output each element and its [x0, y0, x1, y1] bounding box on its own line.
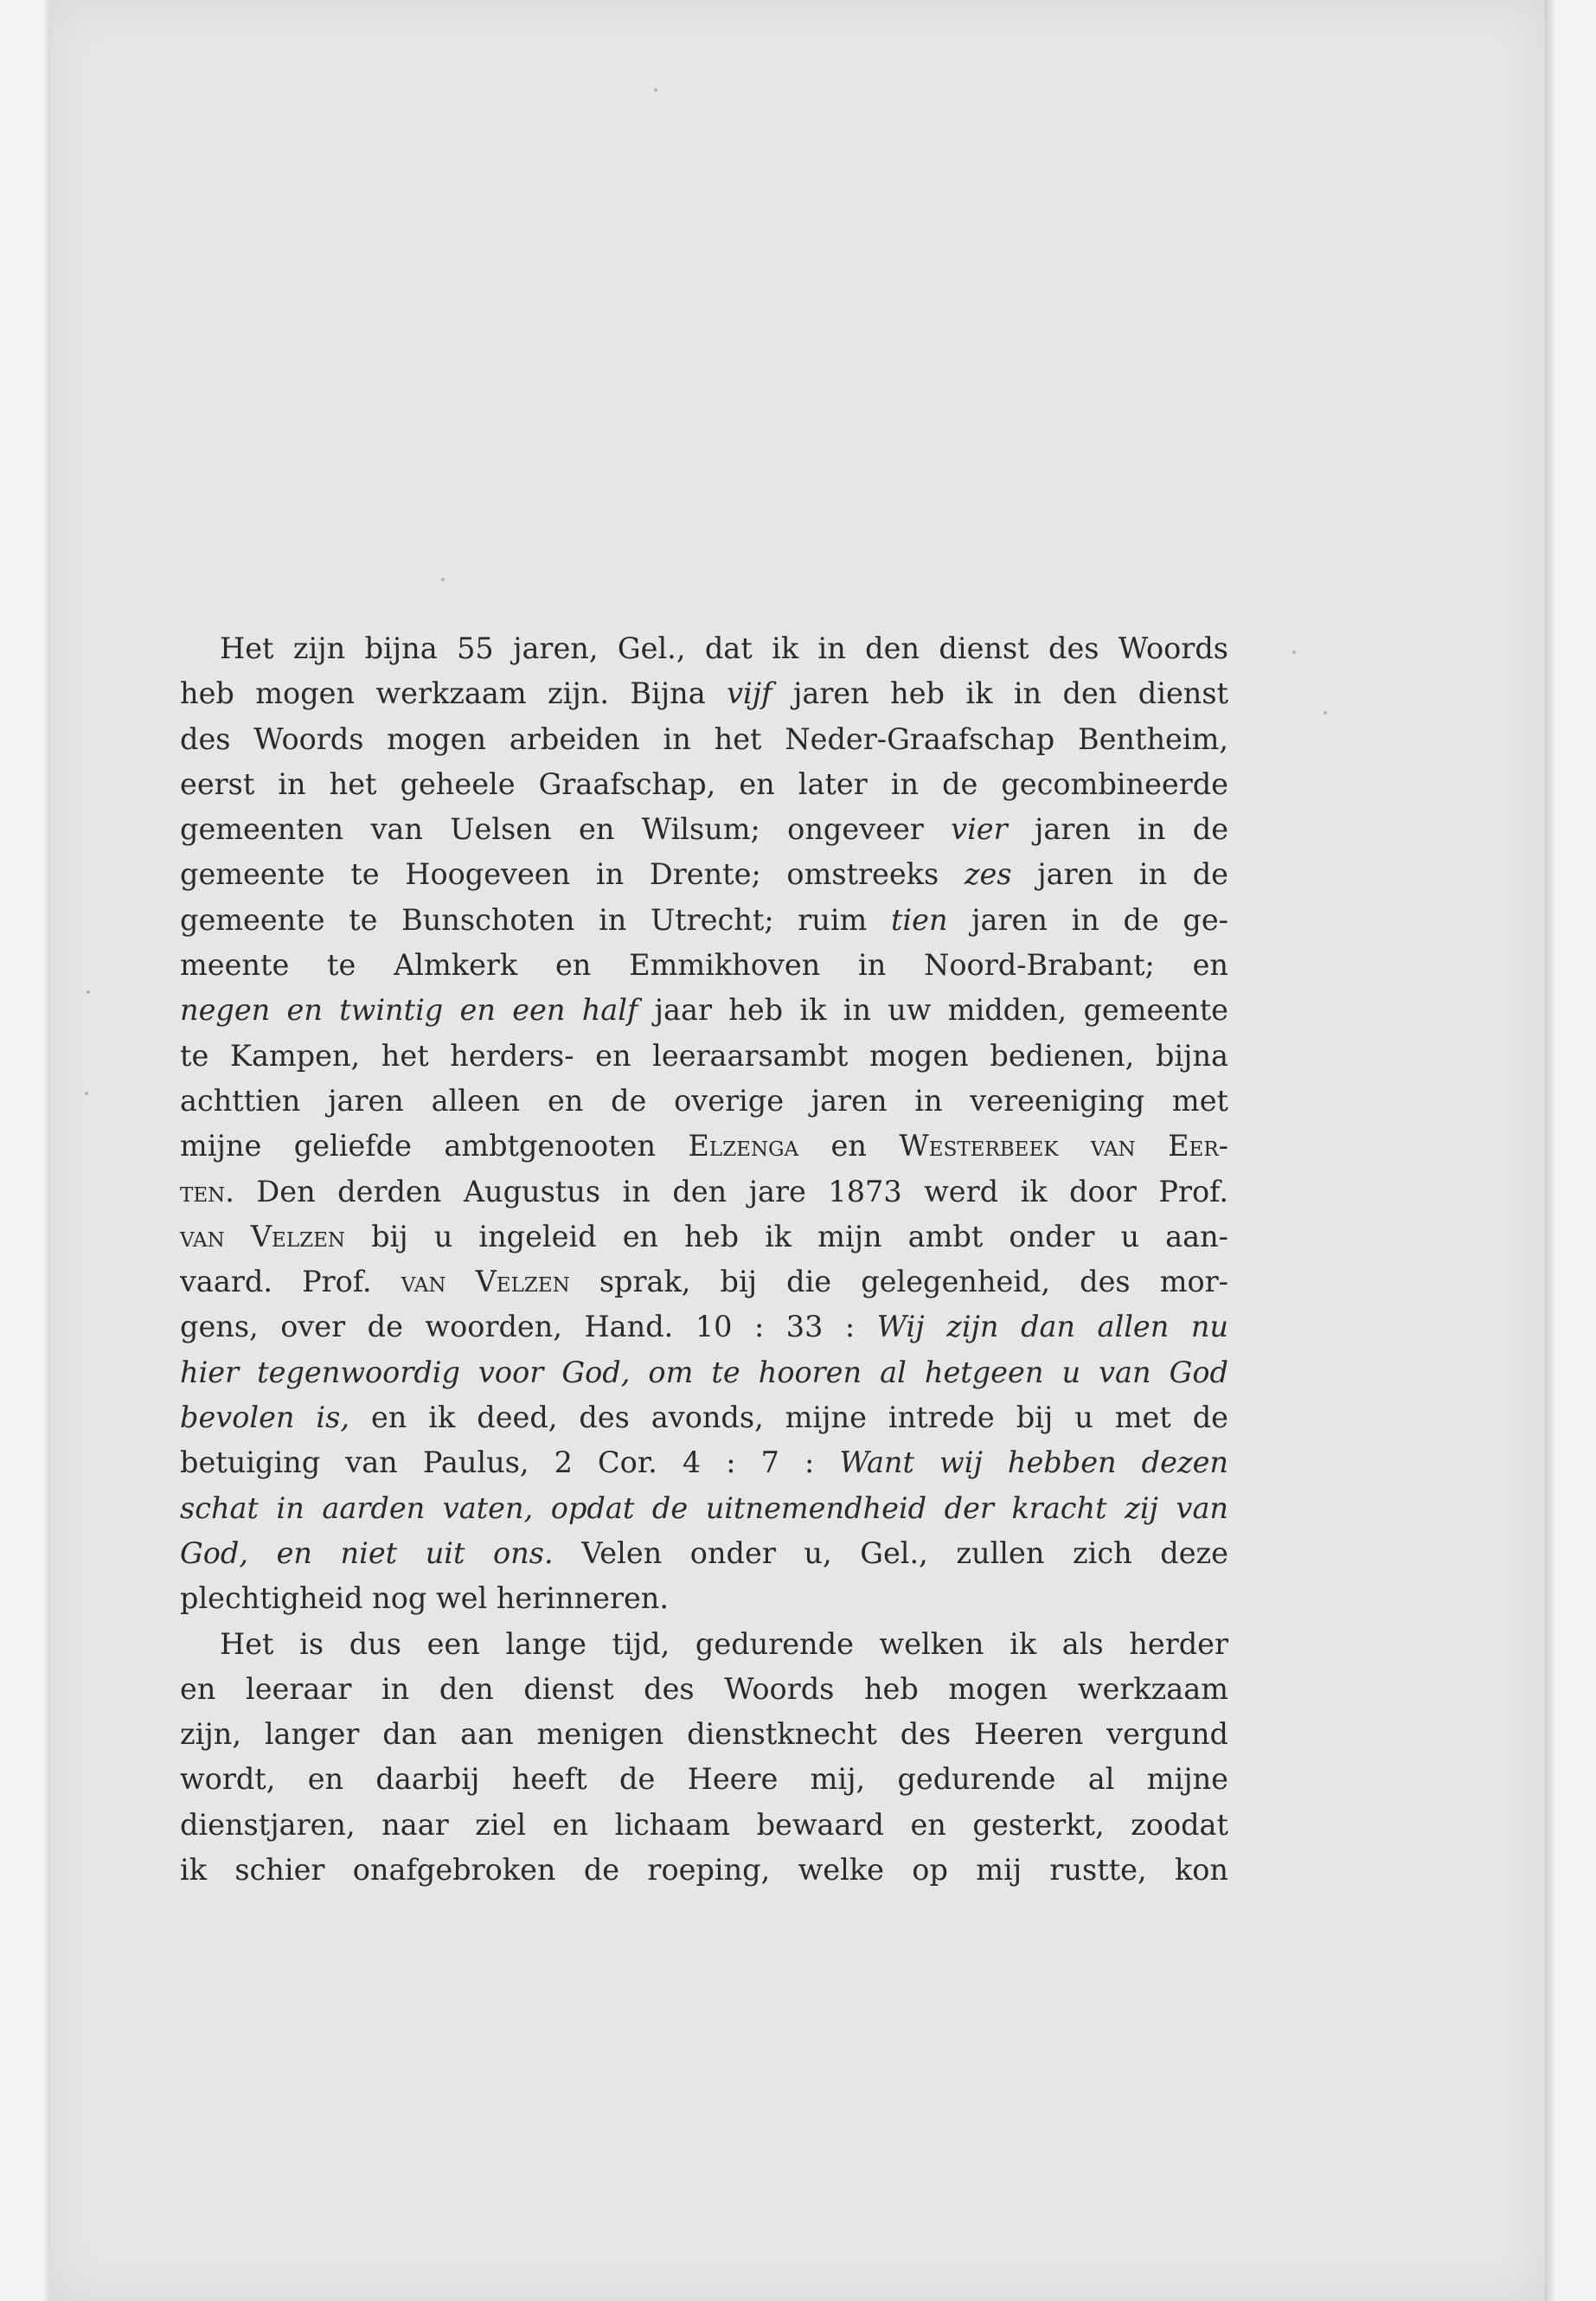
quote-acts: bevolen is, [180, 1400, 349, 1435]
quote-corinthians: God, en niet uit ons. [180, 1535, 554, 1570]
text-line: gemeente te Hoogeveen in Drente; omstreeks zes jaren in de [180, 857, 1228, 892]
text-line: ik schier onafgebroken de roeping, welke op mij rustte, kon [180, 1853, 1228, 1888]
text-line: gemeenten van Uelsen en Wilsum; ongeveer vier jaren in de [180, 812, 1229, 847]
text-line: Het is dus een lange tijd, gedurende welken ik als herder [220, 1626, 1228, 1661]
text-line: dienstjaren, naar ziel en lichaam bewaard en gesterkt, zoodat [180, 1807, 1228, 1842]
quote-acts: Wij zijn dan allen nu [876, 1310, 1228, 1344]
text-line: achttien jaren alleen en de overige jaren in vereeniging met [180, 1083, 1228, 1118]
paper-speck [1292, 651, 1296, 654]
text-line: betuiging van Paulus, 2 Cor. 4 : 7 : Want wij hebben dezen [180, 1445, 1228, 1480]
paper-speck [441, 578, 445, 581]
emphasis-zes: zes [964, 857, 1012, 892]
text-line: van Velzen bij u ingeleid en heb ik mijn ambt onder u aan- [180, 1219, 1228, 1253]
emphasis-tien: tien [890, 902, 948, 937]
text-line: vaard. Prof. van Velzen sprak, bij die gelegenheid, des mor- [180, 1265, 1228, 1299]
text-line: negen en twintig en een half jaar heb ik in uw midden, gemeente [180, 993, 1228, 1028]
text-line: plechtigheid nog wel herinneren. [180, 1581, 670, 1616]
text-line: Het zijn bijna 55 jaren, Gel., dat ik in den dienst des Woords [220, 631, 1228, 665]
text-line: gens, over de woorden, Hand. 10 : 33 : Wij zijn dan allen nu [180, 1310, 1228, 1344]
text-line: meente te Almkerk en Emmikhoven in Noord-Brabant; en [180, 948, 1228, 983]
text-line: te Kampen, het herders- en leeraarsambt mogen bedienen, bijna [180, 1038, 1228, 1073]
text-line [180, 1350, 1228, 1395]
text-line [180, 1486, 1228, 1531]
quote-corinthians: schat in aarden vaten, opdat de uitnemendheid der kracht zij van [180, 1490, 1228, 1525]
text-line: ten. Den derden Augustus in den jare 1873 werd ik door Prof. [180, 1174, 1228, 1208]
name-elzenga: Elzenga [688, 1129, 799, 1163]
text-line: zijn, langer dan aan menigen dienstknecht des Heeren vergund [180, 1717, 1228, 1752]
name-van-velzen: van Velzen [401, 1265, 570, 1299]
text-line: wordt, en daarbij heeft de Heere mij, gedurende al mijne [180, 1762, 1228, 1797]
text-line: gemeente te Bunschoten in Utrecht; ruim tien jaren in de ge- [180, 902, 1228, 937]
name-westerbeek: Westerbeek van Eer- [899, 1129, 1228, 1163]
text-line: God, en niet uit ons. Velen onder u, Gel., zullen zich deze [180, 1535, 1228, 1570]
paper-speck [1324, 711, 1327, 715]
text-line: bevolen is, en ik deed, des avonds, mijne intrede bij u met de [180, 1400, 1228, 1435]
quote-acts: hier tegenwoordig voor God, om te hooren al hetgeen u van God [180, 1355, 1228, 1389]
emphasis-negen: negen en twintig en een half [180, 993, 638, 1028]
emphasis-vijf: vijf [727, 676, 772, 711]
text-line: eerst in het geheele Graafschap, en later in de gecombineerde [180, 766, 1228, 801]
paper-right-edge [1545, 0, 1555, 2301]
paper-speck [654, 88, 657, 92]
body-text [180, 626, 1228, 1893]
quote-corinthians: Want wij hebben dezen [839, 1445, 1228, 1480]
name-van-velzen: van Velzen [180, 1219, 346, 1253]
name-westerbeek-end: ten. [180, 1174, 234, 1208]
emphasis-vier: vier [951, 812, 1008, 847]
text-line: mijne geliefde ambtgenooten Elzenga en Westerbeek van Eer- [180, 1129, 1228, 1163]
paper-speck [87, 990, 90, 994]
text-line: heb mogen werkzaam zijn. Bijna vijf jaren heb ik in den dienst [180, 676, 1228, 711]
paper-speck [85, 1092, 88, 1095]
text-line: en leeraar in den dienst des Woords heb mogen werkzaam [180, 1671, 1228, 1706]
text-line: des Woords mogen arbeiden in het Neder-Graafschap Bentheim, [180, 721, 1228, 756]
